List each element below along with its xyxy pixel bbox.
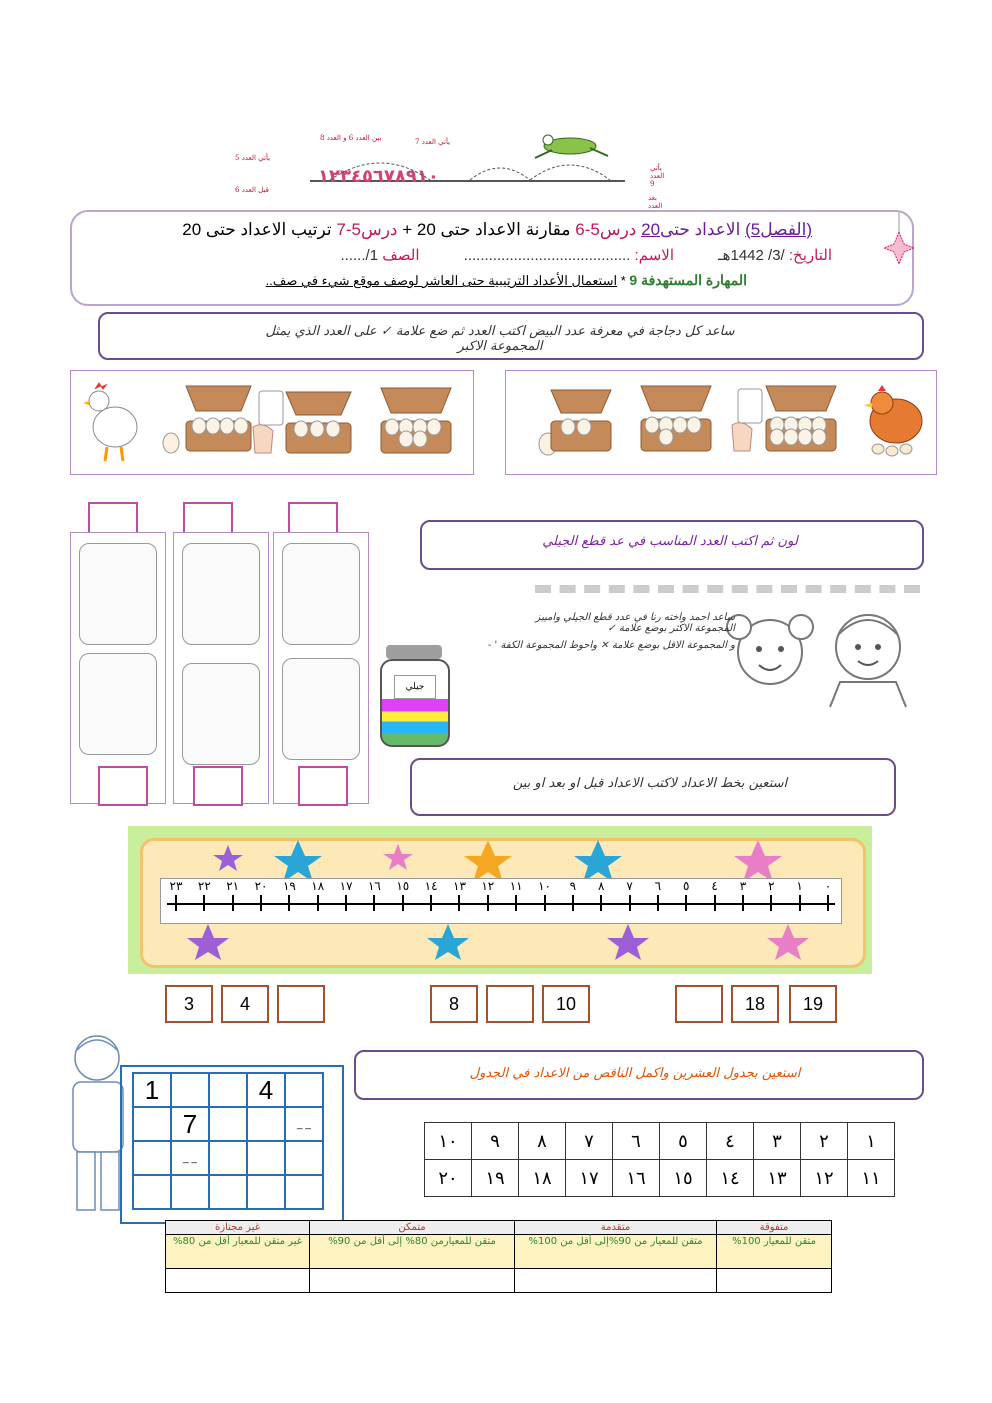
seq1-box3[interactable]: [277, 985, 325, 1023]
jelly-jar: [380, 645, 448, 745]
hen-icon: [856, 381, 928, 461]
hand-cell[interactable]: _ _: [285, 1107, 323, 1141]
title-part1: الاعداد حتى: [660, 220, 746, 239]
table-cell: ١١: [848, 1160, 895, 1197]
hand-cell[interactable]: [247, 1175, 285, 1209]
name-field[interactable]: ........................................: [463, 247, 631, 264]
decor-label-9: يأتي العدد 9: [650, 164, 665, 188]
jar-body: [380, 659, 450, 747]
egg-carton-icon: [376, 383, 456, 463]
number-line-label: ١٤: [424, 879, 438, 893]
table-cell: ١٨: [519, 1160, 566, 1197]
table-cell: ٣: [754, 1123, 801, 1160]
seq3-box1[interactable]: [675, 985, 723, 1023]
rubric-header: متمكن: [310, 1221, 515, 1235]
number-line-tick: [742, 895, 744, 911]
instruction-text-1: ساعد كل دجاجة في معرفة عدد البيض اكتب العدد ثم ضع علامة ✓ على العدد الذي يمثل المجموعة الاكبر: [265, 324, 735, 354]
instruction-text-4: استعين بجدول العشرين واكمل الناقص من الاعداد في الجدول: [469, 1066, 801, 1081]
number-line-label: ١٩: [282, 879, 296, 893]
number-line-tick: [487, 895, 489, 911]
hand-cell[interactable]: [133, 1141, 171, 1175]
number-line-label: ٦: [654, 879, 662, 893]
number-line-tick: [600, 895, 602, 911]
rubric-mark-cell[interactable]: [717, 1269, 832, 1293]
number-line-tick: [345, 895, 347, 911]
table-cell: ٤: [707, 1123, 754, 1160]
rubric-criterion: متقن للمعيار 100%: [717, 1235, 832, 1269]
jar-image[interactable]: [182, 543, 260, 645]
class-label: الصف: [382, 247, 420, 264]
number-line-tick: [544, 895, 546, 911]
table-cell: ١٣: [754, 1160, 801, 1197]
seq1-box1[interactable]: 3: [165, 985, 213, 1023]
number-line-label: ٤: [711, 879, 718, 893]
jump-arcs: [320, 146, 620, 182]
table-cell: ١٦: [613, 1160, 660, 1197]
number-line-banner: [128, 826, 872, 974]
number-line-strip: [160, 878, 842, 924]
egg-carton-icon: [281, 387, 356, 462]
number-line-tick: [458, 895, 460, 911]
number-line-tick: [714, 895, 716, 911]
rubric-header: متفوقة: [717, 1221, 832, 1235]
hand-cell[interactable]: [247, 1141, 285, 1175]
egg-panel-right: [505, 370, 937, 475]
number-line-label: ١٨: [311, 879, 325, 893]
number-line-label: ١٠: [538, 879, 551, 893]
table-cell: ١٠: [425, 1123, 472, 1160]
rubric-mark-cell[interactable]: [166, 1269, 310, 1293]
title-lesson2: درس5-7: [336, 220, 398, 239]
table-cell: ٥: [660, 1123, 707, 1160]
skill-star: *: [617, 273, 626, 288]
number-line-label: ١٦: [367, 879, 381, 893]
decor-label-5: يأتي العدد 5: [235, 154, 271, 162]
girl-icon: [725, 597, 815, 717]
number-line-label: ٥: [683, 879, 690, 893]
seq2-box3[interactable]: 10: [542, 985, 590, 1023]
title-lesson1: درس5-6: [575, 220, 642, 239]
children-picture-frame: [535, 585, 920, 723]
number-line-label: ١٧: [339, 879, 353, 893]
title-num: 20: [641, 220, 661, 239]
number-line-tick: [232, 895, 234, 911]
rubric-table: [165, 1220, 832, 1293]
hand-cell[interactable]: [209, 1141, 247, 1175]
number-line-tick: [827, 895, 829, 911]
jar-column-1: [70, 532, 166, 804]
number-line-axis: [167, 903, 835, 905]
date-row: [142, 246, 832, 264]
number-line-tick: [288, 895, 290, 911]
hand-cell[interactable]: [171, 1073, 209, 1107]
number-line-label: ١٣: [453, 879, 466, 893]
jar-answer-bottom-3[interactable]: [298, 766, 348, 806]
decor-digits: ١٢٣٤٥٦٧٨٩١٠: [318, 166, 439, 187]
title-part3: ترتيب الاعداد حتى 20: [182, 220, 337, 239]
number-line-label: ٩: [569, 879, 577, 893]
number-line-tick: [175, 895, 177, 911]
jar-image[interactable]: [79, 653, 157, 755]
date-value: /3/ 1442هـ: [718, 247, 785, 264]
number-line-tick: [260, 895, 262, 911]
number-line-label: ٣: [739, 879, 747, 893]
hand-cell[interactable]: [133, 1175, 171, 1209]
rubric-header: متقدمة: [515, 1221, 717, 1235]
jar-answer-bottom-1[interactable]: [98, 766, 148, 806]
number-line-tick: [685, 895, 687, 911]
number-line-label: ١: [796, 879, 803, 893]
hand-cell[interactable]: _ _: [171, 1141, 209, 1175]
number-line-tick: [770, 895, 772, 911]
rooster-icon: [77, 379, 147, 464]
number-line-tick: [629, 895, 631, 911]
hand-cell[interactable]: [247, 1107, 285, 1141]
table-cell: ١٥: [660, 1160, 707, 1197]
number-line-label: ٢٠: [254, 879, 268, 893]
table-cell: ٧: [566, 1123, 613, 1160]
rubric-criterion: متقن للمعيارمن 80% إلى أقل من 90%: [310, 1235, 515, 1269]
date-label: التاريخ:: [788, 247, 832, 264]
rubric-criterion: غير متقن للمعيار أقل من 80%: [166, 1235, 310, 1269]
decor-label-between: بين العدد 6 و العدد 8: [320, 134, 382, 142]
number-line-label: ٧: [626, 879, 633, 893]
twenty-table: [424, 1122, 895, 1197]
instruction-text-3: استعين بخط الاعداد لاكتب الاعداد قبل او بعد او بين: [512, 776, 788, 791]
rubric-criterion: متقن للمعيار من 90%إلى أقل من 100%: [515, 1235, 717, 1269]
decor-label-before6: قبل العدد 6: [235, 186, 269, 194]
jar-image[interactable]: [182, 663, 260, 765]
jar-answer-bottom-2[interactable]: [193, 766, 243, 806]
jar-column-3: [273, 532, 369, 804]
title-part2: مقارنة الاعداد حتى 20 +: [397, 220, 576, 239]
number-line-label: ١٢: [481, 879, 495, 893]
hand-cell[interactable]: [133, 1107, 171, 1141]
jar-label: جيلي: [394, 675, 436, 699]
egg-carton-icon: [546, 385, 616, 460]
number-line-tick: [515, 895, 517, 911]
egg-carton-icon: [761, 381, 841, 461]
hand-cell[interactable]: [171, 1175, 209, 1209]
number-line-label: ٢٣: [169, 879, 183, 893]
number-line-label: ١١: [509, 879, 523, 893]
number-line-tick: [657, 895, 659, 911]
top-decoration: [230, 130, 665, 210]
class-value[interactable]: 1/......: [340, 247, 379, 264]
number-line-tick: [203, 895, 205, 911]
number-line-tick: [317, 895, 319, 911]
seq3-box2[interactable]: 18: [731, 985, 779, 1023]
rubric-header: غير مجتازة: [166, 1221, 310, 1235]
skill-row: [187, 272, 747, 289]
jar-image[interactable]: [282, 543, 360, 645]
boy-icon: [820, 597, 915, 717]
number-line-label: ٠: [824, 879, 832, 893]
number-line-label: ٨: [597, 879, 605, 893]
table-cell: ٢: [801, 1123, 848, 1160]
hand-cell[interactable]: [209, 1073, 247, 1107]
decor-label-after8: بعد العدد: [648, 194, 663, 210]
hand-cell[interactable]: [285, 1073, 323, 1107]
table-cell: ٢٠: [425, 1160, 472, 1197]
egg-carton-icon: [636, 381, 716, 461]
table-cell: ١٧: [566, 1160, 613, 1197]
number-line-tick: [402, 895, 404, 911]
seq2-box1[interactable]: 8: [430, 985, 478, 1023]
helper-text-1: ساعد احمد واخته رنا في عدد قطع الجيلي وامييز المجموعة الاكثر بوضع علامة ✓: [535, 612, 735, 634]
jar-image[interactable]: [282, 658, 360, 760]
number-line-tick: [373, 895, 375, 911]
number-line-label: ١٥: [396, 879, 410, 893]
decor-label-7: يأتي العدد 7: [415, 138, 451, 146]
hand-cell[interactable]: [209, 1107, 247, 1141]
hand-cell[interactable]: [285, 1175, 323, 1209]
table-cell: ٩: [472, 1123, 519, 1160]
hand-grid: [132, 1072, 324, 1210]
number-line-tick: [799, 895, 801, 911]
instruction-text-2: لون ثم اكتب العدد المناسب في عد قطع الجيلي: [542, 534, 798, 549]
skill-label: المهارة المستهدفة 9: [629, 272, 747, 288]
rubric-mark-cell[interactable]: [310, 1269, 515, 1293]
name-label: الاسم:: [634, 247, 674, 264]
number-line-label: ٢٢: [197, 879, 211, 893]
hand-cell[interactable]: [209, 1175, 247, 1209]
page-title: [152, 220, 812, 240]
number-line-label: ٢: [768, 879, 775, 893]
table-cell: ١٩: [472, 1160, 519, 1197]
number-line-label: ٢١: [226, 879, 240, 893]
title-chapter: (الفصل5): [745, 220, 812, 239]
hand-cell[interactable]: 7: [171, 1107, 209, 1141]
number-line-tick: [430, 895, 432, 911]
egg-carton-icon: [181, 381, 256, 461]
helper-text-2: و المجموعة الاقل بوضع علامة ✕ واحوط المجموعة الكفة ' -: [487, 640, 735, 651]
jar-column-2: [173, 532, 269, 804]
table-cell: ٦: [613, 1123, 660, 1160]
jar-image[interactable]: [79, 543, 157, 645]
table-cell: ١: [848, 1123, 895, 1160]
number-line-tick: [572, 895, 574, 911]
table-cell: ١٢: [801, 1160, 848, 1197]
rubric-mark-cell[interactable]: [515, 1269, 717, 1293]
skill-text: استعمال الأعداد الترتيبية حتى العاشر لوصف موقع شيء في صف..: [265, 273, 618, 288]
egg-panel-left: [70, 370, 474, 475]
egg-icon: [161, 431, 181, 455]
hand-cell[interactable]: 1: [133, 1073, 171, 1107]
seq1-box2[interactable]: 4: [221, 985, 269, 1023]
seq2-box2[interactable]: [486, 985, 534, 1023]
ornament-icon: [884, 212, 914, 272]
hand-cell[interactable]: 4: [247, 1073, 285, 1107]
jar-lid: [386, 645, 442, 659]
hand-cell[interactable]: [285, 1141, 323, 1175]
seq3-box3[interactable]: 19: [789, 985, 837, 1023]
table-cell: ٨: [519, 1123, 566, 1160]
table-cell: ١٤: [707, 1160, 754, 1197]
